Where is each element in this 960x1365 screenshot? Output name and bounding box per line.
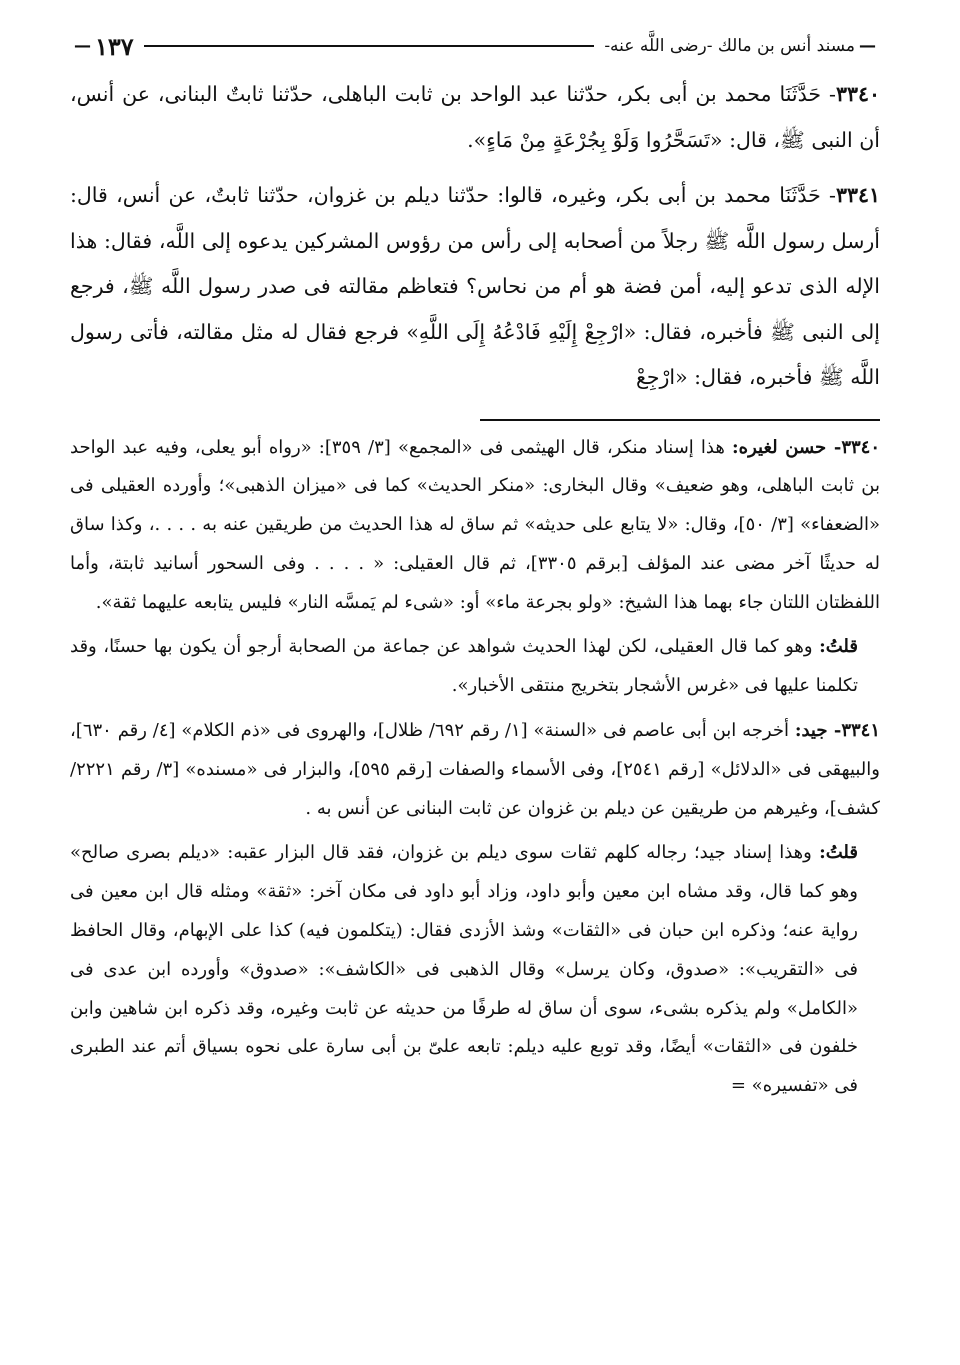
hadith-text [70,72,880,401]
note-3341-comment [70,834,880,1106]
hadith-number: ٣٣٤٠ [835,82,880,106]
note-3340-comment [70,628,880,706]
page-number: ١٣٧ [95,31,134,61]
header-dash: — [859,36,876,56]
hadith-number: ٣٣٤١ [835,183,880,207]
hadith-body: - حَدَّثَنَا محمد بن أبى بكر، حدّثنا عبد الواحد بن ثابت الباهلى، حدّثنا ثابتٌ البنانى، عن أنس، أن النبى ﷺ، قال: «تَسَحَّرُوا وَلَوْ بِجُرْعَةٍ مِنْ مَاءٍ». [70,82,880,152]
note-body: أخرجه ابن أبى عاصم فى «السنة» [١/ رقم ٦٩٢/ ظلال]، والهروى فى «ذم الكلام» [٤/ رقم ٦٣٠]، والبيهقى فى «الدلائل» [رقم ٢٥٤١]، وفى الأسماء والصفات [رقم ٥٩٥]، والبزار فى «مسنده» [٣/ رقم ٢٢٢١/ كشف]، وغيرهم من طريقين عن ديلم بن غزوان عن ثابت البنانى عن أنس به . [70,720,880,819]
header-rule [144,45,595,47]
hadith-body: - حَدَّثَنَا محمد بن أبى بكر، وغيره، قالوا: حدّثنا ديلم بن غزوان، حدّثنا ثابتٌ، عن أنس، قال: أرسل رسول اللَّه ﷺ رجلاً من أصحابه إلى رأس من رؤوس المشركين يدعوه إلى اللَّه، فقال: هذا الإله الذى تدعو إليه، أمن فضة هو أم من نحاس؟ فتعاظم مقالته فى صدر رسول اللَّه ﷺ، فرجع إلى النبى ﷺ فأخبره، فقال: «ارْجِعْ إِلَيْهِ فَادْعُهُ إِلَى اللَّهِ» فرجع فقال له مثل مقالته، فأتى رسول اللَّه ﷺ فأخبره، فقال: «ارْجِعْ [70,183,880,389]
note-3340 [70,429,880,623]
header-title: مسند أنس بن مالك -رضى اللَّه عنه- [604,36,855,56]
footnote-divider [480,419,880,421]
note-body: هذا إسناد منكر، قال الهيثمى فى «المجمع» [٣/ ٣٥٩]: «رواه أبو يعلى، وفيه عبد الواحد بن ثابت الباهلى، وهو ضعيف» وقال البخارى: «منكر الحديث» كما فى «ميزان الذهبى»؛ وأورده العقيلى فى «الضعفاء» [٣/ ٥٠]، وقال: «لا يتابع على حديثه» ثم ساق له هذا الحديث من طريقين عنه به . . . .، وكذا ساق له حديثًا آخر مضى عند المؤلف [برقم ٣٣٠٥]، ثم قال العقيلى: « . . . . وفى السحور أسانيد ثابتة، وأما اللفظتان اللتان جاء بهما هذا الشيخ: «ولو بجرعة ماء» أو: «شىء لم يَمسَّه النار» فليس يتابعه عليهما ثقة». [70,436,880,613]
hadith-3340 [70,72,880,163]
hadith-3341 [70,173,880,401]
running-header [70,28,880,64]
note-lead: ٣٣٤١- جيد: [794,720,880,742]
page [70,28,880,1112]
note-lead: قلتُ: [819,636,858,658]
note-3341 [70,712,880,828]
note-body: وهو كما قال العقيلى، لكن لهذا الحديث شواهد عن جماعة من الصحابة أرجو أن يكون بها حسنًا، وقد تكلمنا عليها فى «غرس الأشجار بتخريج منتقى الأخبار». [70,636,858,697]
note-lead: ٣٣٤٠- حسن لغيره: [732,436,881,458]
footnotes [70,429,880,1107]
note-body: وهذا إسناد جيد؛ رجاله كلهم ثقات سوى ديلم بن غزوان، فقد قال البزار عقبه: «ديلم بصرى صالح» وهو كما قال، وقد مشاه ابن معين وأبو داود، وزاد أبو داود فى مكان آخر: «ثقة» ومثله قال ابن معين فى رواية عنه؛ وذكره ابن حبان فى «الثقات» وشذ الأزدى فقال: (يتكلمون فيه) كذا على الإبهام، وقال الحافظ فى «التقريب»: «صدوق، وكان يرسل» وقال الذهبى فى «الكاشف»: «صدوق» وأورده ابن عدى فى «الكامل» ولم يذكره بشىء، سوى أن ساق له طرفًا من حديثه عن ثابت وغيره، وقد ذكره ابن شاهين وابن خلفون فى «الثقات» أيضًا، وقد توبع عليه ديلم: تابعه علىّ بن أبى سارة على نحوه بسياق أتم عند الطبرى فى «تفسيره» = [70,842,858,1097]
header-dash-end: — [74,36,91,56]
note-lead: قلتُ: [819,842,858,864]
